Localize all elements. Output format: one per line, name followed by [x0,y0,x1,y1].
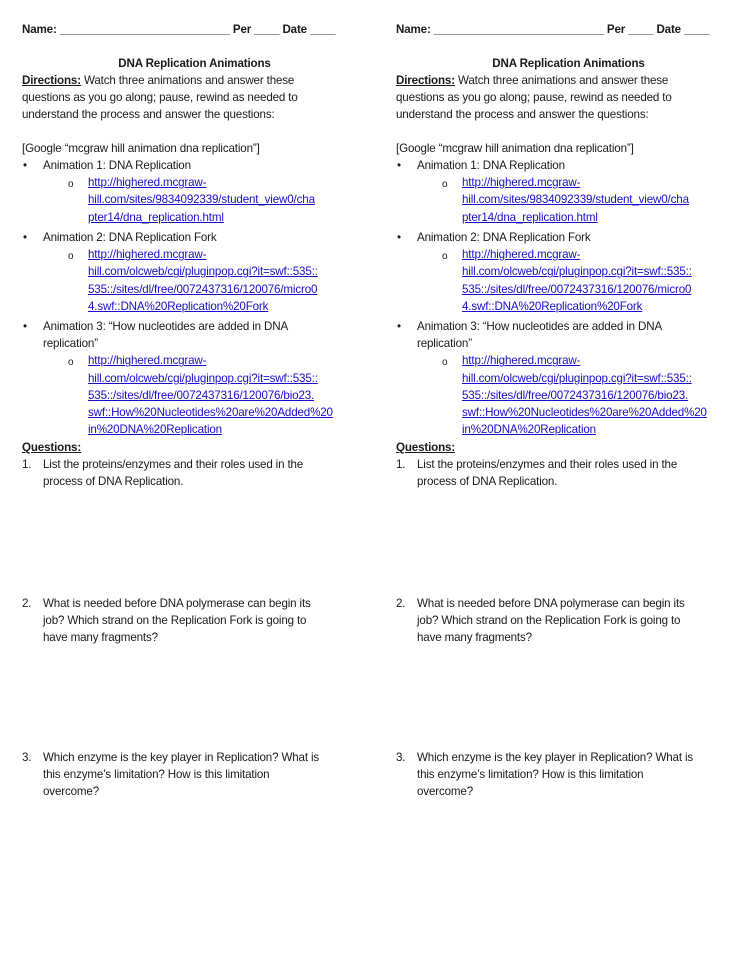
question-text: List the proteins/enzymes and their roles used in the [43,458,304,471]
question-text: process of DNA Replication. [43,475,184,489]
animation-2 [22,229,367,315]
animation-label: Animation 3: “How nucleotides are added in DNA [43,320,289,333]
animation-1-link[interactable]: http://highered.mcgraw- hill.com/sites/9834092339/student_view0/cha pter14/dna_replication.html [462,176,689,224]
sub-bullet-icon: o [68,357,74,368]
question-2 [22,595,367,647]
worksheet-copy-left [22,0,367,970]
animation-2-link[interactable]: http://highered.mcgraw- hill.com/olcweb/cgi/pluginpop.cgi?it=swf::535:: 535::/sites/dl/free/0072437316/120076/micro0 4.swf::DNA%20Replication%20Fork [462,248,692,313]
questions-heading: Questions: [396,441,456,454]
bullet-icon: • [23,320,27,333]
animation-1 [396,157,741,226]
directions-text: Watch three animations and answer these [454,74,669,87]
animation-1-link[interactable]: http://highered.mcgraw- hill.com/sites/9834092339/student_view0/cha pter14/dna_replication.html [88,176,315,224]
question-2 [396,595,741,647]
bullet-icon: • [23,231,27,244]
question-text: overcome? [43,785,100,799]
question-text: Which enzyme is the key player in Replication? What is [43,751,320,764]
directions-text: understand the process and answer the questions: [22,108,275,122]
sub-bullet-icon: o [442,357,448,368]
question-text: have many fragments? [43,631,158,645]
animation-label: Animation 2: DNA Replication Fork [417,231,591,244]
animation-2 [396,229,741,315]
question-text: What is needed before DNA polymerase can begin its [417,597,685,610]
worksheet-title: DNA Replication Animations [118,57,271,70]
animation-label: replication” [43,337,98,351]
directions-label: Directions: [396,74,455,87]
sub-bullet-icon: o [442,179,448,190]
question-text: job? Which strand on the Replication Fork is going to [43,614,307,628]
question-number: 3. [22,751,32,764]
question-3 [396,749,741,801]
animation-label: Animation 3: “How nucleotides are added in DNA [417,320,663,333]
animation-1 [22,157,367,226]
animation-label: replication” [417,337,472,351]
question-3 [22,749,367,801]
name-per-date-line: Name: ___________________________ Per ____ Date ____ [22,23,336,36]
question-1 [396,456,741,490]
animation-label: Animation 1: DNA Replication [417,159,565,172]
question-number: 1. [396,458,406,471]
worksheet-title: DNA Replication Animations [492,57,645,70]
directions [22,72,367,124]
directions-label: Directions: [22,74,81,87]
question-number: 1. [22,458,32,471]
question-text: Which enzyme is the key player in Replication? What is [417,751,694,764]
sub-bullet-icon: o [68,251,74,262]
question-text: job? Which strand on the Replication Fork is going to [417,614,681,628]
google-hint: [Google “mcgraw hill animation dna replication”] [22,142,260,155]
bullet-icon: • [397,320,401,333]
bullet-icon: • [397,159,401,172]
question-text: process of DNA Replication. [417,475,558,489]
question-text: have many fragments? [417,631,532,645]
directions-text: questions as you go along; pause, rewind as needed to [396,91,672,105]
directions-text: questions as you go along; pause, rewind as needed to [22,91,298,105]
animation-3 [396,318,741,438]
question-text: this enzyme’s limitation? How is this limitation [43,768,270,782]
question-text: List the proteins/enzymes and their roles used in the [417,458,678,471]
google-hint: [Google “mcgraw hill animation dna replication”] [396,142,634,155]
question-text: overcome? [417,785,474,799]
question-number: 2. [22,597,32,610]
worksheet-copy-right [396,0,741,970]
sub-bullet-icon: o [68,179,74,190]
question-number: 3. [396,751,406,764]
animation-2-link[interactable]: http://highered.mcgraw- hill.com/olcweb/cgi/pluginpop.cgi?it=swf::535:: 535::/sites/dl/free/0072437316/120076/micro0 4.swf::DNA%20Replication%20Fork [88,248,318,313]
animation-label: Animation 1: DNA Replication [43,159,191,172]
name-per-date-line: Name: ___________________________ Per ____ Date ____ [396,23,710,36]
questions-heading: Questions: [22,441,82,454]
animation-3-link[interactable]: http://highered.mcgraw- hill.com/olcweb/cgi/pluginpop.cgi?it=swf::535:: 535::/sites/dl/free/0072437316/120076/bio23. swf::How%20Nucleotides%20are%20Added%20 in%20DNA%20Replication [462,354,707,437]
animation-3 [22,318,367,438]
question-text: What is needed before DNA polymerase can begin its [43,597,311,610]
question-number: 2. [396,597,406,610]
bullet-icon: • [397,231,401,244]
directions-text: Watch three animations and answer these [80,74,295,87]
question-1 [22,456,367,490]
sub-bullet-icon: o [442,251,448,262]
question-text: this enzyme’s limitation? How is this limitation [417,768,644,782]
directions-text: understand the process and answer the questions: [396,108,649,122]
animation-label: Animation 2: DNA Replication Fork [43,231,217,244]
directions [396,72,741,124]
animation-3-link[interactable]: http://highered.mcgraw- hill.com/olcweb/cgi/pluginpop.cgi?it=swf::535:: 535::/sites/dl/free/0072437316/120076/bio23. swf::How%20Nucleotides%20are%20Added%20 in%20DNA%20Replication [88,354,333,437]
bullet-icon: • [23,159,27,172]
